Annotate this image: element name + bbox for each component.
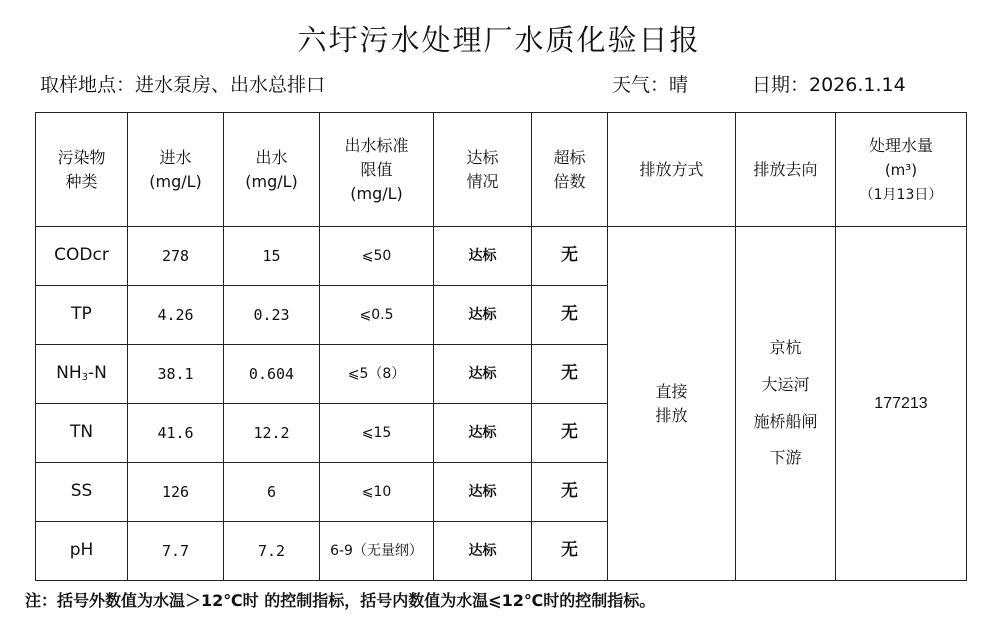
header-discharge-method: 排放方式: [608, 113, 736, 227]
exceed-factor: 无: [532, 404, 608, 463]
outlet-value: 12.2: [224, 404, 320, 463]
header-standard: 出水标准 限值 (mg/L): [320, 113, 434, 227]
treated-volume: 177213: [836, 227, 967, 581]
pollutant-name: CODcr: [36, 227, 128, 286]
pollutant-name: TN: [36, 404, 128, 463]
inlet-value: 41.6: [128, 404, 224, 463]
inlet-value: 126: [128, 463, 224, 522]
exceed-factor: 无: [532, 227, 608, 286]
inlet-value: 4.26: [128, 286, 224, 345]
header-outlet: 出水 (mg/L): [224, 113, 320, 227]
weather: 天气：晴: [612, 74, 689, 96]
pollutant-name: TP: [36, 286, 128, 345]
footnote: 注：括号外数值为水温＞12℃时 的控制指标，括号内数值为水温⩽12℃时的控制指标。: [25, 591, 656, 610]
exceed-factor: 无: [532, 463, 608, 522]
standard-limit: ⩽10: [320, 463, 434, 522]
report-title: 六圩污水处理厂水质化验日报: [297, 23, 701, 57]
header-pollutant: 污染物 种类: [36, 113, 128, 227]
status: 达标: [434, 463, 532, 522]
outlet-value: 0.23: [224, 286, 320, 345]
header-row: [36, 113, 967, 227]
standard-limit: ⩽50: [320, 227, 434, 286]
water-quality-table: [35, 112, 967, 581]
inlet-value: 7.7: [128, 522, 224, 581]
outlet-value: 0.604: [224, 345, 320, 404]
discharge-method: 直接 排放: [608, 227, 736, 581]
report-date: 日期：2026.1.14: [752, 74, 906, 96]
exceed-factor: 无: [532, 286, 608, 345]
pollutant-name: $NH_3-N$: [36, 345, 128, 404]
inlet-value: 278: [128, 227, 224, 286]
exceed-factor: 无: [532, 345, 608, 404]
standard-limit: ⩽0.5: [320, 286, 434, 345]
standard-limit: ⩽5（8）: [320, 345, 434, 404]
sampling-location: 取样地点：进水泵房、出水总排口: [40, 74, 326, 96]
header-status: 达标 情况: [434, 113, 532, 227]
standard-limit: 6-9（无量纲）: [320, 522, 434, 581]
discharge-destination: 京杭 大运河 施桥船闸 下游: [736, 227, 836, 581]
status: 达标: [434, 522, 532, 581]
outlet-value: 7.2: [224, 522, 320, 581]
outlet-value: 15: [224, 227, 320, 286]
inlet-value: 38.1: [128, 345, 224, 404]
status: 达标: [434, 286, 532, 345]
header-inlet: 进水 (mg/L): [128, 113, 224, 227]
header-volume: 处理水量 (m³) （1月13日）: [836, 113, 967, 227]
status: 达标: [434, 345, 532, 404]
status: 达标: [434, 227, 532, 286]
table-row: [36, 227, 967, 286]
pollutant-name: SS: [36, 463, 128, 522]
pollutant-name: pH: [36, 522, 128, 581]
status: 达标: [434, 404, 532, 463]
exceed-factor: 无: [532, 522, 608, 581]
standard-limit: ⩽15: [320, 404, 434, 463]
header-exceed: 超标 倍数: [532, 113, 608, 227]
header-discharge-dest: 排放去向: [736, 113, 836, 227]
outlet-value: 6: [224, 463, 320, 522]
